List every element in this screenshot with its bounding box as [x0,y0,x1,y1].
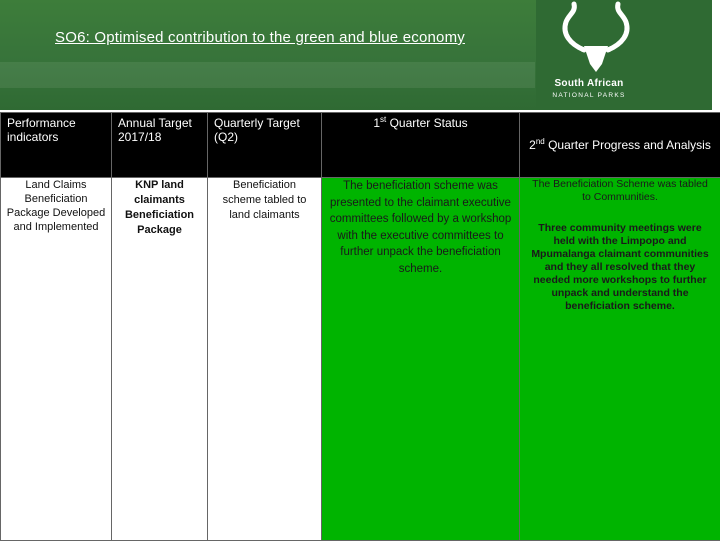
cell-quarterly-target: Beneficiation scheme tabled to land claimants [208,178,322,541]
logo-line-2: NATIONAL PARKS [544,92,634,99]
slide-title: SO6: Optimised contribution to the green and blue economy [55,29,465,46]
performance-table [0,112,720,541]
table-header-row [1,113,720,178]
header-performance-indicators: Performance indicators [1,113,112,178]
cell-annual-target: KNP land claimants Beneficiation Package [112,178,208,541]
header-shade [0,62,535,88]
header-q1-status: 1st Quarter Status [322,113,520,178]
header-quarterly-target: Quarterly Target (Q2) [208,113,322,178]
q2-progress-intro: The Beneficiation Scheme was tabled to Communities. [520,178,720,204]
header-q2-progress: 2nd Quarter Progress and Analysis [520,113,720,178]
cell-q2-progress [520,178,720,541]
table-row [1,178,720,541]
cell-q1-status: The beneficiation scheme was presented to the claimant executive committees followed by a workshop with the executive committees to further unpack the beneficiation scheme. [322,178,520,541]
q2-progress-detail: Three community meetings were held with the Limpopo and Mpumalanga claimant communities and they all resolved that they needed more workshops to further unpack and understand the beneficiation scheme. [520,222,720,313]
logo-line-1: South African [544,78,634,89]
cell-indicator: Land Claims Beneficiation Package Developed and Implemented [1,178,112,541]
header-annual-target: Annual Target 2017/18 [112,113,208,178]
